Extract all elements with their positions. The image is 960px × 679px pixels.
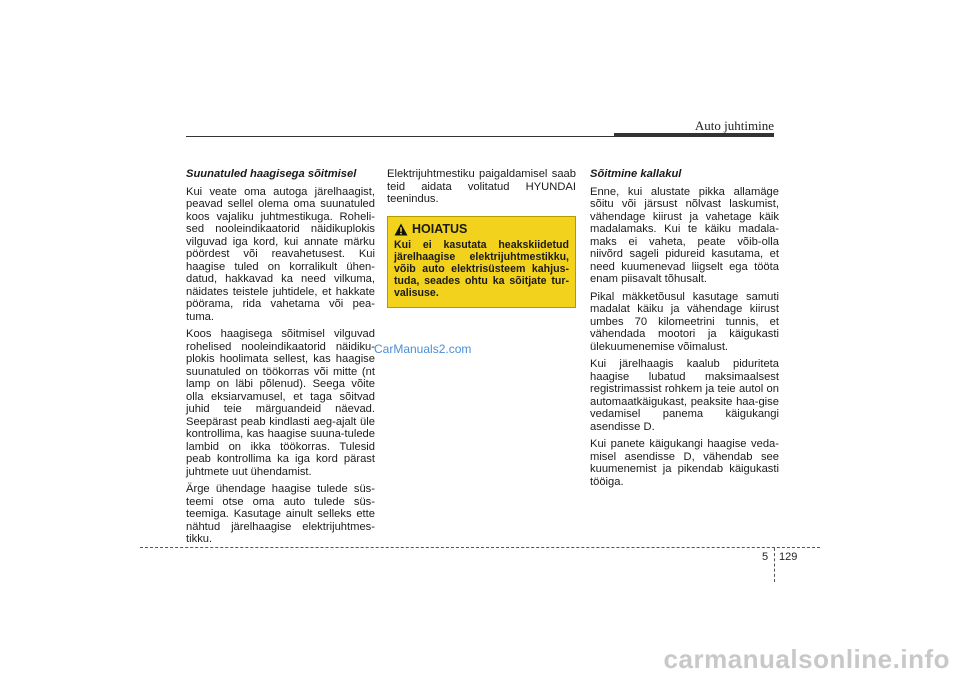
warning-triangle-icon <box>394 223 408 236</box>
paragraph: Ärge ühendage haagise tulede süs-teemi otse oma auto tulede süs-teemiga. Kasutage ainult selleks ette nähtud järelhaagise elektrijuhtmes-tikku. <box>186 483 375 545</box>
paragraph: Koos haagisega sõitmisel vilguvad rohelised nooleindikaatorid näidiku-plokis hoolimata sellest, kas haagise suunatuled on töökorras või mitte (nt lamp on läbi põlenud). Seega võite olla eksiarvamusel, et taga sõitvad juhid teie märguandeid näevad. Seepärast peab kindlasti aeg-ajalt üle kontrollima, kas haagise suuna-tulede lambid on ikka töökorras. Tulesid peab kontrollima ka iga kord pärast juhtmete uut ühendamist. <box>186 328 375 478</box>
paragraph: Pikal mäkketõusul kasutage samuti madalat käiku ja vähendage kiirust umbes 70 kilomeetrini tunnis, et vähendada mootori ja käigukasti ülekuumenemise võimalust. <box>590 290 779 353</box>
header-rule <box>186 136 614 137</box>
warning-box <box>387 216 576 308</box>
left-column <box>186 168 375 551</box>
warning-title: HOIATUS <box>412 221 468 236</box>
middle-column <box>387 168 576 308</box>
site-watermark[interactable]: carmanualsonline.info <box>663 644 950 674</box>
watermark-link[interactable]: CarManuals2.com <box>374 342 472 356</box>
page-number: 129 <box>779 551 798 563</box>
paragraph: Kui panete käigukangi haagise veda-misel asendisse D, vähendab see kuumenemist ja pikendab käigukasti tööiga. <box>590 438 779 488</box>
paragraph: Kui järelhaagis kaalub piduriteta haagise lubatud maksimaalsest registrimassist rohkem ja teie autol on automaatkäigukast, peaksite haa-gise vedamisel panema käigukangi asendisse D. <box>590 358 779 433</box>
paragraph: Elektrijuhtmestiku paigaldamisel saab teid aidata volitatud HYUNDAI teenindus. <box>387 168 576 205</box>
section-title: Auto juhtimine <box>694 118 774 133</box>
chapter-number: 5 <box>762 551 769 563</box>
paragraph: Enne, kui alustate pikka allamäge sõitu või järsust nõlvast laskumist, vähendage kiirust ja vahetage käik madalamaks. Kui te käiku madala-maks ei vaheta, peate võib-olla niivõrd sageli pidureid kasutama, et need kuumenevad liigselt ega tööta enam piisavalt tõhusalt. <box>590 185 779 285</box>
warning-header <box>394 223 569 236</box>
right-column <box>590 168 779 493</box>
warning-text: Kui ei kasutata heakskiidetud järelhaagise elektrijuhtmestikku, võib auto elektrisüsteem kahjus-tuda, seades ohtu ka sõitjate tur-valisuse. <box>394 238 569 299</box>
section-heading-hill-driving: Sõitmine kallakul <box>590 168 682 180</box>
footer-divider <box>140 547 820 548</box>
section-heading-trailer-signals: Suunatuled haagisega sõitmisel <box>186 168 357 180</box>
footer-separator <box>774 548 775 582</box>
paragraph: Kui veate oma autoga järelhaagist, peavad sellel olema oma suunatuled koos vajaliku juhtmestikuga. Roheli-sed nooleindikaatorid näidikuplokis vilguvad iga kord, kui annate märku pöördest või reavahetusest. Kui haagise tuled on korralikult ühen-datud, hakkavad ka need vilkuma, näidates teistele juhtidele, et hakkate pöörama, rida vahetama või pea-tuma. <box>186 185 375 323</box>
header-rule-accent <box>614 133 774 137</box>
